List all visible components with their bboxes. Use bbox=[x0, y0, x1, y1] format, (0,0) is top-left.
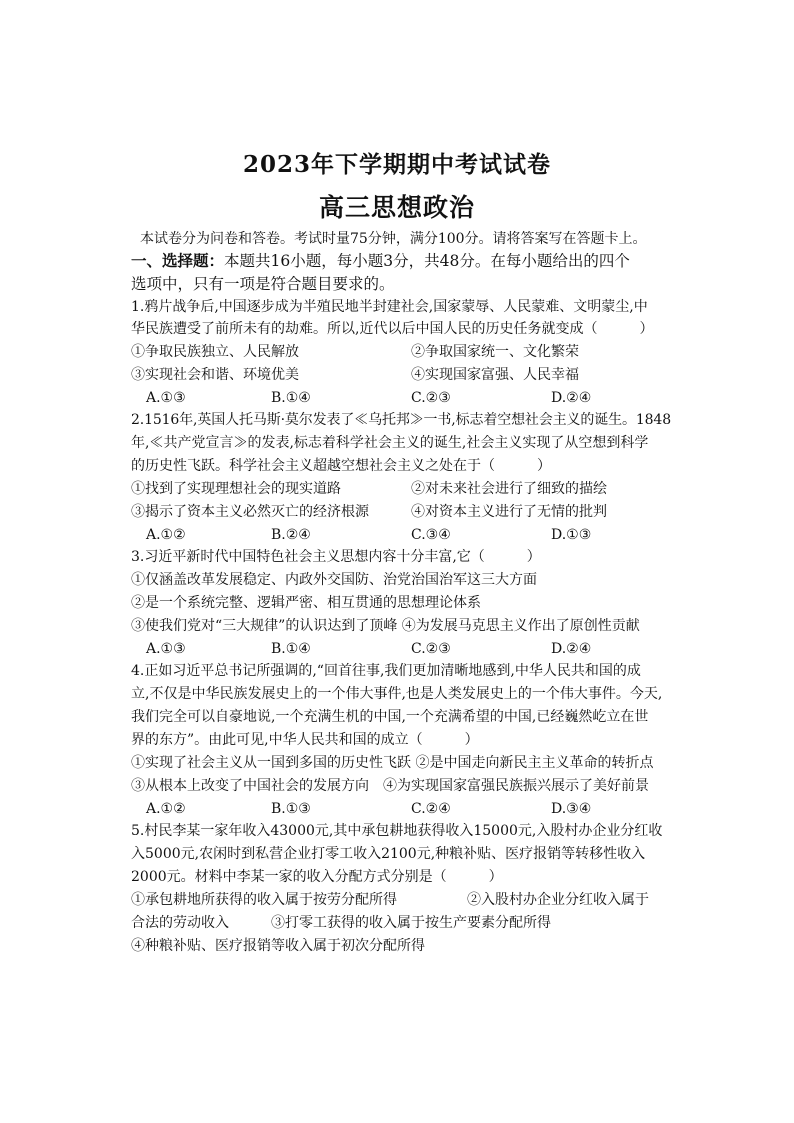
answer-choice-d: D.③④ bbox=[551, 801, 592, 817]
statement-option: ②入股村办企业分红收入属于 bbox=[467, 892, 649, 908]
answer-choice-c: C.②③ bbox=[411, 641, 451, 657]
question-stem-line: 2000元。材料中李某一家的收入分配方式分别是（ ） bbox=[131, 869, 503, 885]
answer-choice-a: A.①② bbox=[146, 801, 186, 817]
statement-option: ①实现了社会主义从一国到多国的历史性飞跃 ②是中国走向新民主主义革命的转折点 bbox=[131, 755, 654, 771]
statement-option: ③实现社会和谐、环境优美 bbox=[131, 367, 299, 383]
question-stem-line: 2.1516年,英国人托马斯·莫尔发表了≪乌托邦≫一书,标志着空想社会主义的诞生。1848 bbox=[131, 412, 671, 428]
question-stem-line: 年,≪共产党宣言≫的发表,标志着科学社会主义的诞生,社会主义实现了从空想到科学 bbox=[131, 435, 649, 451]
answer-choice-a: A.①③ bbox=[146, 641, 186, 657]
answer-choice-d: D.②④ bbox=[551, 390, 592, 406]
question-stem-line: 界的东方”。由此可见,中华人民共和国的成立（ ） bbox=[131, 732, 479, 748]
question-stem-line: 我们完全可以自豪地说,一个充满生机的中国,一个充满希望的中国,已经巍然屹立在世 bbox=[131, 709, 649, 725]
statement-option: ②对未来社会进行了细致的描绘 bbox=[411, 481, 607, 497]
exam-title: 2023年下学期期中考试试卷 bbox=[242, 151, 551, 178]
statement-option: ③使我们党对“三大规律”的认识达到了顶峰 ④为发展马克思主义作出了原创性贡献 bbox=[131, 618, 640, 634]
answer-choice-b: B.①④ bbox=[271, 390, 311, 406]
answer-choice-a: A.①③ bbox=[146, 390, 186, 406]
question-stem-line: 1.鸦片战争后,中国逐步成为半殖民地半封建社会,国家蒙辱、人民蒙难、文明蒙尘,中 bbox=[131, 299, 648, 315]
answer-choice-b: B.①③ bbox=[271, 801, 311, 817]
statement-option: ②是一个系统完整、逻辑严密、相互贯通的思想理论体系 bbox=[131, 595, 481, 611]
question-stem-line: 5.村民李某一家年收入43000元,其中承包耕地获得收入15000元,入股村办企业分红收 bbox=[131, 823, 663, 839]
statement-option: ①仅涵盖改革发展稳定、内政外交国防、治党治国治军这三大方面 bbox=[131, 572, 537, 588]
answer-choice-d: D.②④ bbox=[551, 641, 592, 657]
answer-choice-c: C.③④ bbox=[411, 527, 451, 543]
question-stem-line: 华民族遭受了前所未有的劫难。所以,近代以后中国人民的历史任务就变成（ ） bbox=[131, 321, 654, 337]
answer-choice-b: B.①④ bbox=[271, 641, 311, 657]
section-heading-line bbox=[131, 250, 671, 272]
statement-option-cont: 合法的劳动收入 bbox=[131, 915, 229, 931]
section-description-cont: 选项中，只有一项是符合题目要求的。 bbox=[131, 275, 395, 293]
answer-choice-c: C.②④ bbox=[411, 801, 451, 817]
statement-option: ②争取国家统一、文化繁荣 bbox=[411, 344, 579, 360]
section-description: 本题共16小题，每小题3分，共48分。在每小题给出的四个 bbox=[224, 252, 630, 270]
statement-option: ①承包耕地所获得的收入属于按劳分配所得 bbox=[131, 892, 397, 908]
statement-option: ①找到了实现理想社会的现实道路 bbox=[131, 481, 341, 497]
question-stem-line: 立,不仅是中华民族发展史上的一个伟大事件,也是人类发展史上的一个伟大事件。今天, bbox=[131, 686, 663, 702]
question-stem-line: 3.习近平新时代中国特色社会主义思想内容十分丰富,它（ ） bbox=[131, 549, 541, 565]
question-stem-line: 的历史性飞跃。科学社会主义超越空想社会主义之处在于（ ） bbox=[131, 458, 551, 474]
question-stem-line: 4.正如习近平总书记所强调的,“回首往事,我们更加清晰地感到,中华人民共和国的成 bbox=[131, 663, 641, 679]
answer-choice-b: B.②④ bbox=[271, 527, 311, 543]
statement-option: ④实现国家富强、人民幸福 bbox=[411, 367, 579, 383]
statement-option: ④对资本主义进行了无情的批判 bbox=[411, 504, 607, 520]
answer-choice-c: C.②③ bbox=[411, 390, 451, 406]
section-title: 一、选择题： bbox=[131, 251, 225, 270]
answer-choice-a: A.①② bbox=[146, 527, 186, 543]
statement-option: ③打零工获得的收入属于按生产要素分配所得 bbox=[271, 915, 551, 931]
statement-option: ③从根本上改变了中国社会的发展方向 ④为实现国家富强民族振兴展示了美好前景 bbox=[131, 778, 649, 794]
question-stem-line: 入5000元,农闲时到私营企业打零工收入2100元,种粮补贴、医疗报销等转移性收入 bbox=[131, 846, 646, 862]
exam-subject: 高三思想政治 bbox=[318, 193, 475, 222]
answer-choice-d: D.①③ bbox=[551, 527, 592, 543]
statement-option: ④种粮补贴、医疗报销等收入属于初次分配所得 bbox=[131, 938, 425, 954]
exam-instructions: 本试卷分为问卷和答卷。考试时量75分钟，满分100分。请将答案写在答题卡上。 bbox=[140, 231, 647, 247]
statement-option: ③揭示了资本主义必然灭亡的经济根源 bbox=[131, 504, 369, 520]
statement-option: ①争取民族独立、人民解放 bbox=[131, 344, 299, 360]
